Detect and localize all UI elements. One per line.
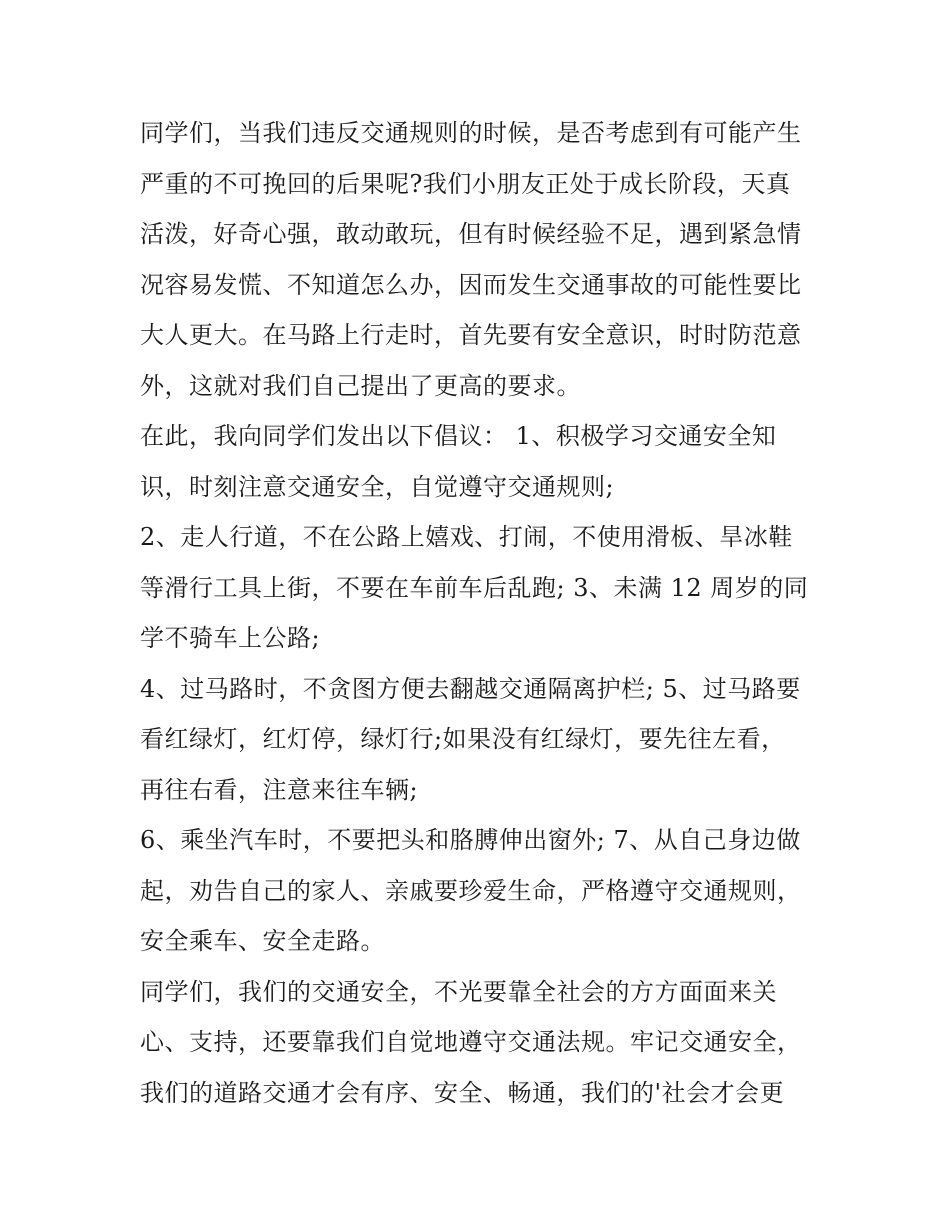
text-line: 在此，我向同学们发出以下倡议： 1、积极学习交通安全知 [140,422,777,450]
text-line: 活泼，好奇心强，敢动敢玩，但有时候经验不足，遇到紧急情 [140,220,802,248]
text-line: 同学们，我们的交通安全，不光要靠全社会的方方面面来关 [140,977,777,1006]
text-line: 严重的不可挽回的后果呢?我们小朋友正处于成长阶段，天真 [140,169,791,198]
text-line: 学不骑车上公路; [140,624,321,652]
text-line: 起，劝告自己的家人、亲戚要珍爱生命，严格遵守交通规则， [140,876,802,905]
document-body [140,108,820,1118]
text-line: 大人更大。在马路上行走时，首先要有安全意识，时时防范意 [140,321,802,349]
text-line: 看红绿灯，红灯停，绿灯行;如果没有红绿灯，要先往左看， [140,725,786,753]
text-line: 再往右看，注意来往车辆; [140,775,419,804]
text-line: 心、支持，还要靠我们自觉地遵守交通法规。牢记交通安全， [140,1028,802,1056]
text-line: 2、走人行道，不在公路上嬉戏、打闹，不使用滑板、旱冰鞋 [140,523,793,551]
text-line: 外，这就对我们自己提出了更高的要求。 [140,371,581,400]
text-line: 况容易发慌、不知道怎么办，因而发生交通事故的可能性要比 [140,270,802,299]
text-line: 我们的道路交通才会有序、安全、畅通，我们的'社会才会更 [140,1078,785,1107]
text-line: 等滑行工具上街，不要在车前车后乱跑; 3、未满 12 周岁的同 [140,573,809,602]
text-line: 4、过马路时，不贪图方便去翻越交通隔离护栏; 5、过马路要 [140,674,801,703]
text-line: 同学们，当我们违反交通规则的时候，是否考虑到有可能产生 [140,119,802,147]
text-line: 识，时刻注意交通安全，自觉遵守交通规则; [140,472,615,501]
text-line: 6、乘坐汽车时，不要把头和胳膊伸出窗外; 7、从自己身边做 [140,826,801,854]
text-line: 安全乘车、安全走路。 [140,927,385,955]
